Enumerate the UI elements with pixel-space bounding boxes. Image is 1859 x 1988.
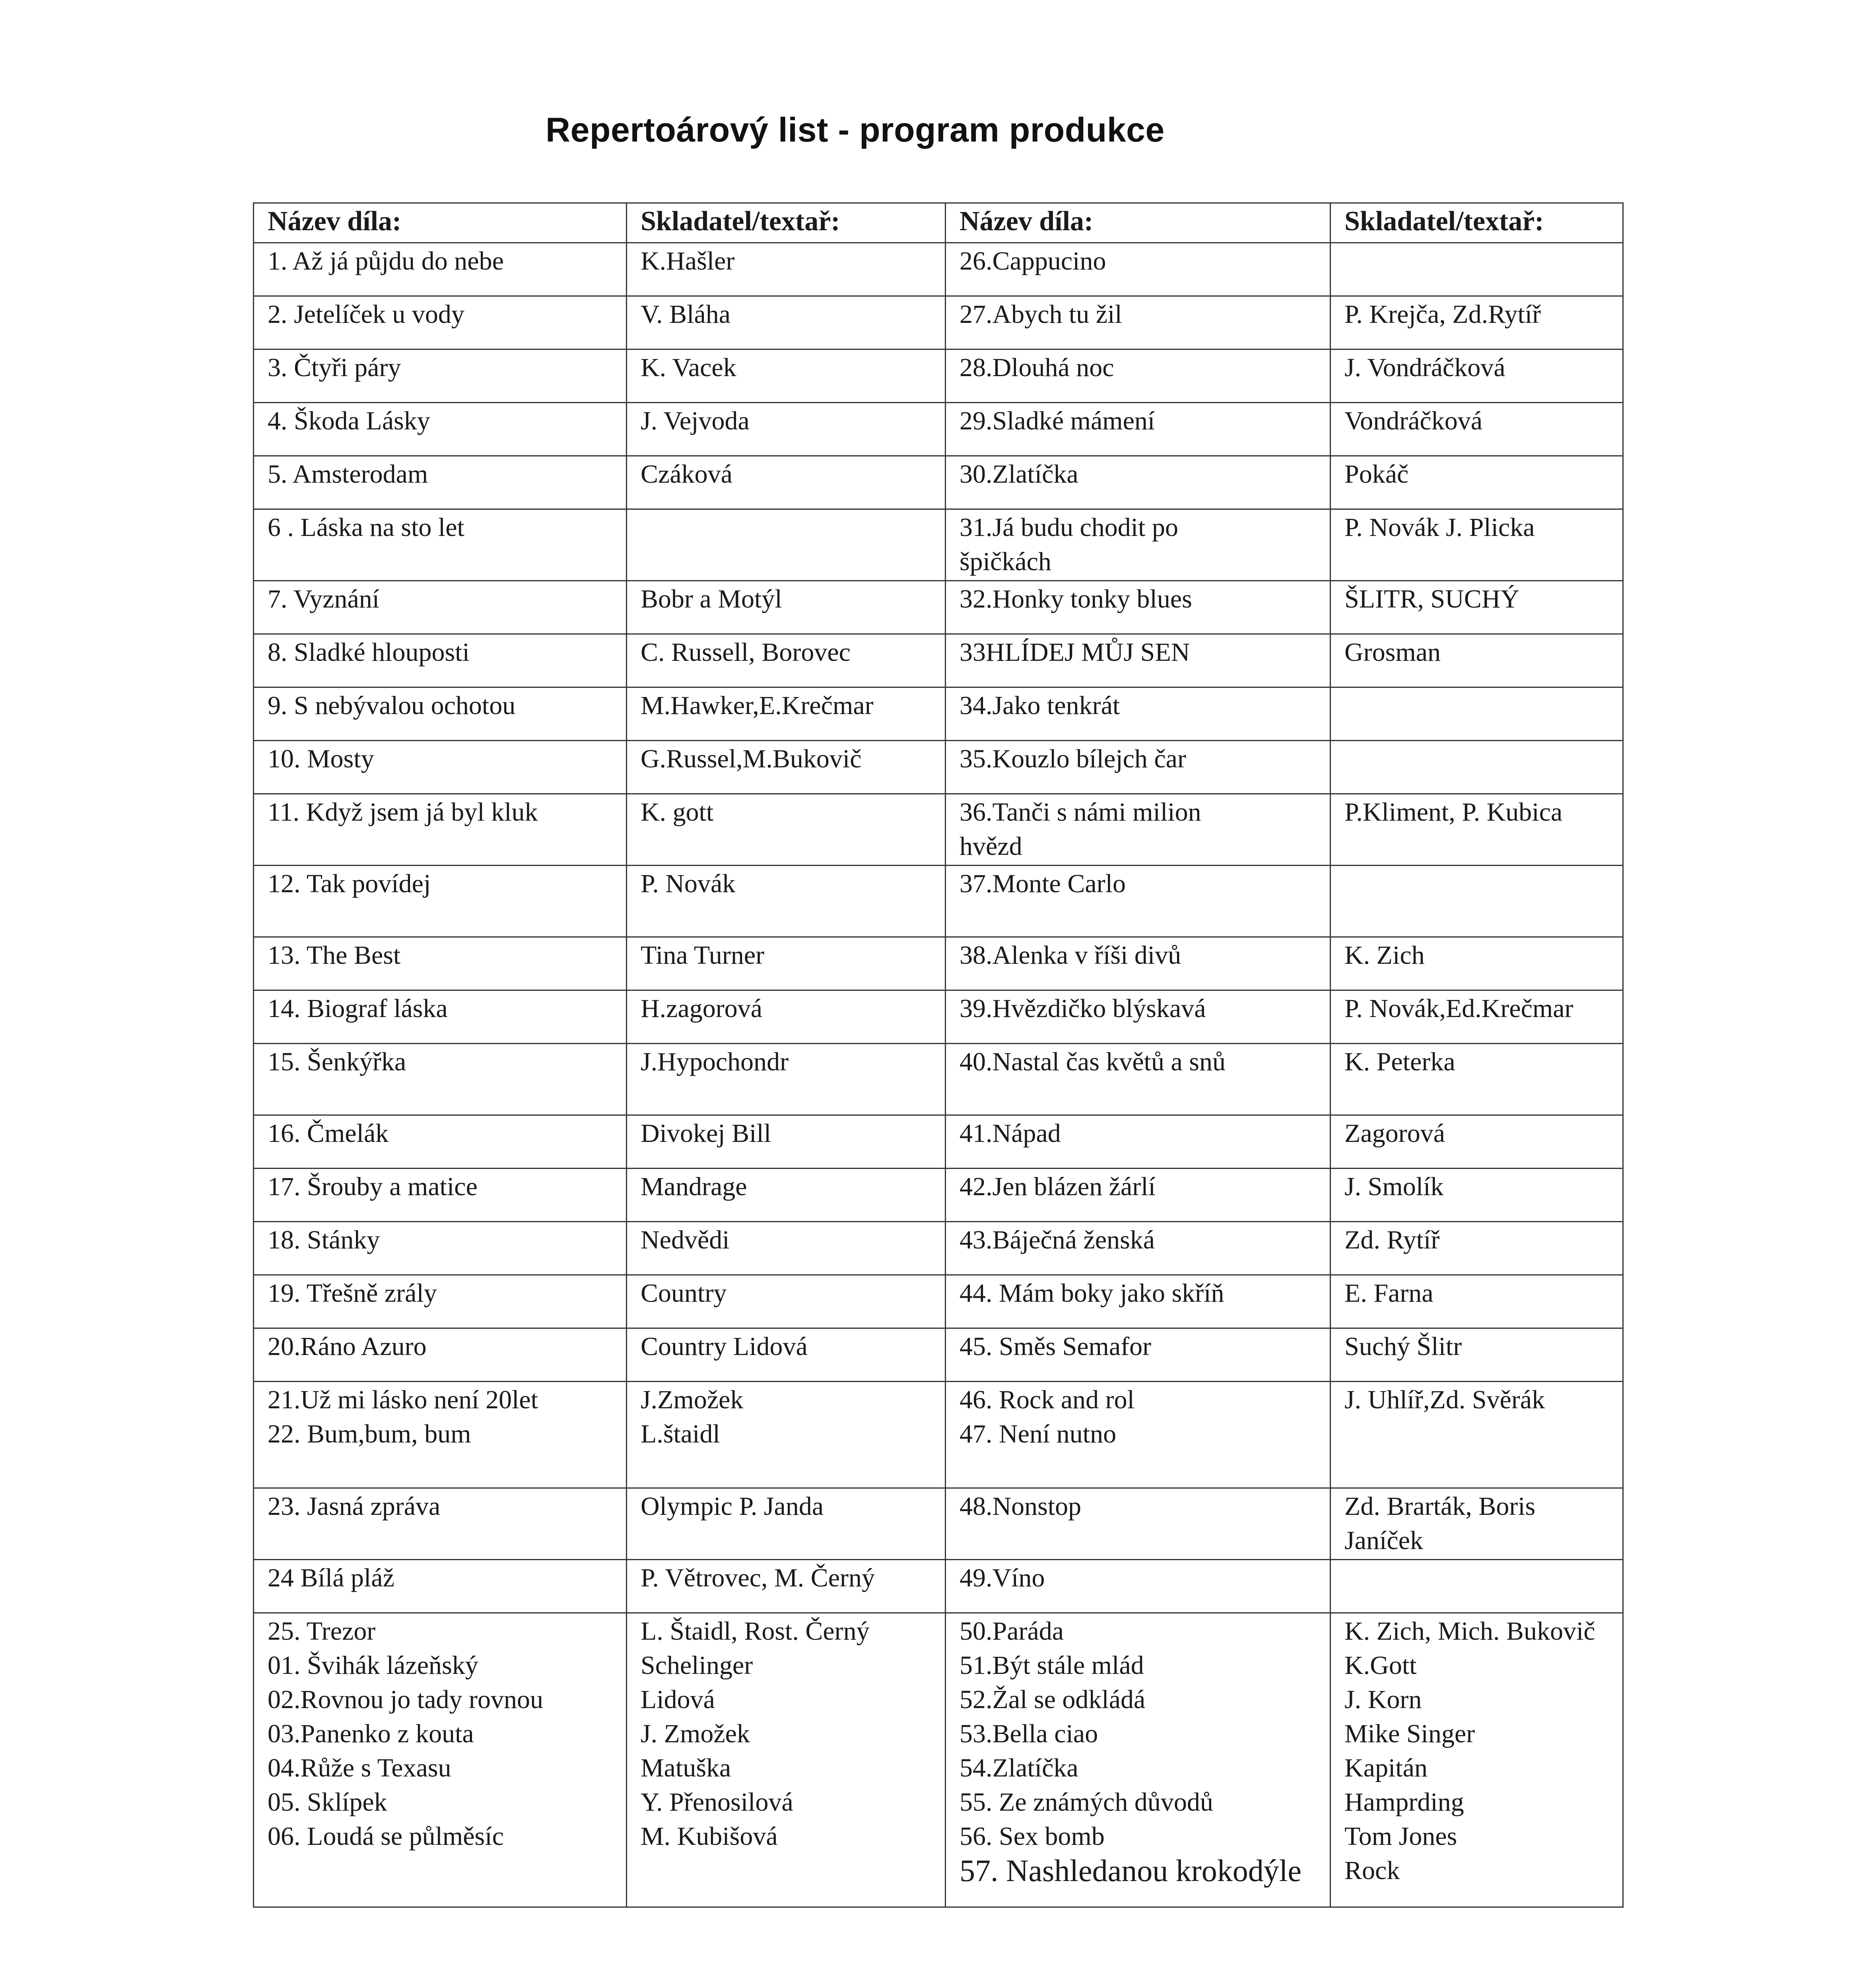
author-cell: J. Vondráčková [1331, 349, 1623, 403]
cell-line: J. Korn [1344, 1685, 1422, 1714]
table-row [254, 1382, 1623, 1488]
cell-line: Kapitán [1344, 1753, 1428, 1782]
author-cell: H.zagorová [627, 990, 946, 1044]
cell-line: 46. Rock and rol [960, 1385, 1134, 1414]
cell-line: 51.Být stále mlád [960, 1651, 1144, 1680]
table-row [254, 1560, 1623, 1613]
song-title-cell: 45. Směs Semafor [946, 1328, 1331, 1382]
cell-line: Tom Jones [1344, 1822, 1457, 1851]
author-cell: Mandrage [627, 1169, 946, 1222]
song-title-cell: 35.Kouzlo bílejch čar [946, 741, 1331, 794]
author-cell: P. Krejča, Zd.Rytíř [1331, 296, 1623, 349]
author-cell: Zagorová [1331, 1115, 1623, 1169]
song-title-cell: 23. Jasná zpráva [254, 1488, 627, 1560]
song-title-cell [946, 1613, 1331, 1907]
author-cell: J.Hypochondr [627, 1044, 946, 1115]
cell-line: Lidová [641, 1685, 715, 1714]
author-cell [627, 509, 946, 581]
table-row [254, 937, 1623, 990]
table-row [254, 1222, 1623, 1275]
song-title-cell: 40.Nastal čas květů a snů [946, 1044, 1331, 1115]
author-cell [1331, 687, 1623, 741]
song-title-cell [254, 1613, 627, 1907]
author-cell [1331, 741, 1623, 794]
author-cell: Suchý Šlitr [1331, 1328, 1623, 1382]
table-row [254, 296, 1623, 349]
author-cell: K. Peterka [1331, 1044, 1623, 1115]
table-row [254, 1275, 1623, 1328]
author-cell: V. Bláha [627, 296, 946, 349]
table-row [254, 1488, 1623, 1560]
cell-line: 56. Sex bomb [960, 1822, 1105, 1851]
song-title-cell: 37.Monte Carlo [946, 866, 1331, 937]
cell-line: J.Zmožek [641, 1385, 744, 1414]
cell-line: Rock [1344, 1856, 1400, 1885]
cell-line: L. Štaidl, Rost. Černý [641, 1617, 870, 1646]
song-title-cell: 5. Amsterodam [254, 456, 627, 509]
author-cell: Tina Turner [627, 937, 946, 990]
cell-line: J. Zmožek [641, 1719, 750, 1748]
author-cell: G.Russel,M.Bukovič [627, 741, 946, 794]
author-cell [1331, 1488, 1623, 1560]
table-row [254, 509, 1623, 581]
cell-line: 31.Já budu chodit po [960, 513, 1178, 542]
table-row [254, 1328, 1623, 1382]
author-cell: Country [627, 1275, 946, 1328]
author-cell: M.Hawker,E.Krečmar [627, 687, 946, 741]
cell-line: Y. Přenosilová [641, 1788, 793, 1817]
author-cell: P.Kliment, P. Kubica [1331, 794, 1623, 866]
cell-line: 04.Růže s Texasu [268, 1753, 451, 1782]
table-row [254, 1613, 1623, 1907]
cell-line: 01. Švihák lázeňský [268, 1651, 478, 1680]
song-title-cell: 15. Šenkýřka [254, 1044, 627, 1115]
header-title-1: Název díla: [254, 203, 627, 243]
cell-line: 57. Nashledanou krokodýle [960, 1853, 1301, 1888]
song-title-cell: 6 . Láska na sto let [254, 509, 627, 581]
document-title: Repertoárový list - program produkce [546, 111, 1165, 149]
author-cell: Zd. Rytíř [1331, 1222, 1623, 1275]
header-author-2: Skladatel/textař: [1331, 203, 1623, 243]
song-title-cell [946, 1382, 1331, 1488]
author-cell: Olympic P. Janda [627, 1488, 946, 1560]
song-title-cell: 38.Alenka v říši divů [946, 937, 1331, 990]
table-header-row [254, 203, 1623, 243]
table-row [254, 990, 1623, 1044]
cell-line: M. Kubišová [641, 1822, 778, 1851]
table-row [254, 1044, 1623, 1115]
cell-line: K.Gott [1344, 1651, 1417, 1680]
cell-line: K. Zich, Mich. Bukovič [1344, 1617, 1595, 1646]
author-cell: P. Větrovec, M. Černý [627, 1560, 946, 1613]
cell-line: 50.Paráda [960, 1617, 1064, 1646]
song-title-cell: 34.Jako tenkrát [946, 687, 1331, 741]
song-title-cell: 24 Bílá pláž [254, 1560, 627, 1613]
author-cell: Czáková [627, 456, 946, 509]
cell-line: Schelinger [641, 1651, 753, 1680]
song-title-cell: 32.Honky tonky blues [946, 581, 1331, 634]
song-title-cell: 17. Šrouby a matice [254, 1169, 627, 1222]
cell-line: Janíček [1344, 1526, 1423, 1555]
cell-line: 36.Tanči s námi milion [960, 798, 1201, 827]
cell-line: 53.Bella ciao [960, 1719, 1098, 1748]
author-cell: P. Novák [627, 866, 946, 937]
song-title-cell: 12. Tak povídej [254, 866, 627, 937]
author-cell: K. Zich [1331, 937, 1623, 990]
table-row [254, 243, 1623, 296]
cell-line: J. Uhlíř,Zd. Svěrák [1344, 1385, 1545, 1414]
cell-line: 02.Rovnou jo tady rovnou [268, 1685, 543, 1714]
cell-line: hvězd [960, 832, 1022, 861]
header-author-1: Skladatel/textař: [627, 203, 946, 243]
table-row [254, 794, 1623, 866]
author-cell: E. Farna [1331, 1275, 1623, 1328]
author-cell: Divokej Bill [627, 1115, 946, 1169]
cell-line: 52.Žal se odkládá [960, 1685, 1146, 1714]
cell-line: 21.Už mi lásko není 20let [268, 1385, 538, 1414]
song-title-cell: 9. S nebývalou ochotou [254, 687, 627, 741]
song-title-cell: 14. Biograf láska [254, 990, 627, 1044]
author-cell [1331, 243, 1623, 296]
author-cell [627, 1382, 946, 1488]
song-title-cell: 4. Škoda Lásky [254, 403, 627, 456]
header-title-2: Název díla: [946, 203, 1331, 243]
author-cell: Country Lidová [627, 1328, 946, 1382]
author-cell: J. Vejvoda [627, 403, 946, 456]
song-title-cell [946, 509, 1331, 581]
song-title-cell: 43.Báječná ženská [946, 1222, 1331, 1275]
song-title-cell: 18. Stánky [254, 1222, 627, 1275]
cell-line: špičkách [960, 547, 1051, 576]
author-cell [1331, 866, 1623, 937]
table-row [254, 1115, 1623, 1169]
table-row [254, 741, 1623, 794]
table-row [254, 687, 1623, 741]
song-title-cell: 10. Mosty [254, 741, 627, 794]
song-title-cell: 11. Když jsem já byl kluk [254, 794, 627, 866]
song-title-cell: 48.Nonstop [946, 1488, 1331, 1560]
table-row [254, 866, 1623, 937]
cell-line: 25. Trezor [268, 1617, 376, 1646]
author-cell: Nedvědi [627, 1222, 946, 1275]
cell-line: 03.Panenko z kouta [268, 1719, 474, 1748]
cell-line: 05. Sklípek [268, 1788, 387, 1817]
author-cell: P. Novák,Ed.Krečmar [1331, 990, 1623, 1044]
author-cell [1331, 1382, 1623, 1488]
song-title-cell: 8. Sladké hlouposti [254, 634, 627, 687]
table-row [254, 456, 1623, 509]
author-cell: ŠLITR, SUCHÝ [1331, 581, 1623, 634]
cell-line: 06. Loudá se půlměsíc [268, 1822, 504, 1851]
song-title-cell [946, 794, 1331, 866]
song-title-cell: 3. Čtyři páry [254, 349, 627, 403]
song-title-cell: 13. The Best [254, 937, 627, 990]
song-title-cell: 2. Jetelíček u vody [254, 296, 627, 349]
table-row [254, 403, 1623, 456]
table-row [254, 581, 1623, 634]
song-title-cell: 44. Mám boky jako skříň [946, 1275, 1331, 1328]
author-cell: K. gott [627, 794, 946, 866]
song-title-cell: 20.Ráno Azuro [254, 1328, 627, 1382]
cell-line: 54.Zlatíčka [960, 1753, 1078, 1782]
table-row [254, 634, 1623, 687]
song-title-cell: 30.Zlatíčka [946, 456, 1331, 509]
cell-line: Mike Singer [1344, 1719, 1475, 1748]
cell-line: Matuška [641, 1753, 731, 1782]
author-cell: Bobr a Motýl [627, 581, 946, 634]
song-title-cell: 42.Jen blázen žárlí [946, 1169, 1331, 1222]
author-cell: Vondráčková [1331, 403, 1623, 456]
song-title-cell: 39.Hvězdičko blýskavá [946, 990, 1331, 1044]
song-title-cell: 7. Vyznání [254, 581, 627, 634]
song-title-cell: 16. Čmelák [254, 1115, 627, 1169]
table-row [254, 1169, 1623, 1222]
cell-line: Zd. Brarták, Boris [1344, 1492, 1536, 1521]
author-cell [627, 1613, 946, 1907]
cell-line: L.štaidl [641, 1419, 720, 1448]
author-cell: K. Vacek [627, 349, 946, 403]
cell-line: 47. Není nutno [960, 1419, 1117, 1448]
cell-line: Hamprding [1344, 1788, 1464, 1817]
song-title-cell: 26.Cappucino [946, 243, 1331, 296]
author-cell: P. Novák J. Plicka [1331, 509, 1623, 581]
author-cell: K.Hašler [627, 243, 946, 296]
song-title-cell: 33HLÍDEJ MŮJ SEN [946, 634, 1331, 687]
song-title-cell: 19. Třešně zrály [254, 1275, 627, 1328]
cell-line: 55. Ze známých důvodů [960, 1788, 1213, 1817]
author-cell: J. Smolík [1331, 1169, 1623, 1222]
repertoire-table [253, 202, 1624, 1908]
author-cell [1331, 1560, 1623, 1613]
song-title-cell: 28.Dlouhá noc [946, 349, 1331, 403]
author-cell: Grosman [1331, 634, 1623, 687]
author-cell: C. Russell, Borovec [627, 634, 946, 687]
song-title-cell [254, 1382, 627, 1488]
song-title-cell: 1. Až já půjdu do nebe [254, 243, 627, 296]
cell-line: 22. Bum,bum, bum [268, 1419, 471, 1448]
song-title-cell: 41.Nápad [946, 1115, 1331, 1169]
author-cell: Pokáč [1331, 456, 1623, 509]
song-title-cell: 29.Sladké mámení [946, 403, 1331, 456]
song-title-cell: 27.Abych tu žil [946, 296, 1331, 349]
table-row [254, 349, 1623, 403]
song-title-cell: 49.Víno [946, 1560, 1331, 1613]
table-body [254, 243, 1623, 1907]
author-cell [1331, 1613, 1623, 1907]
